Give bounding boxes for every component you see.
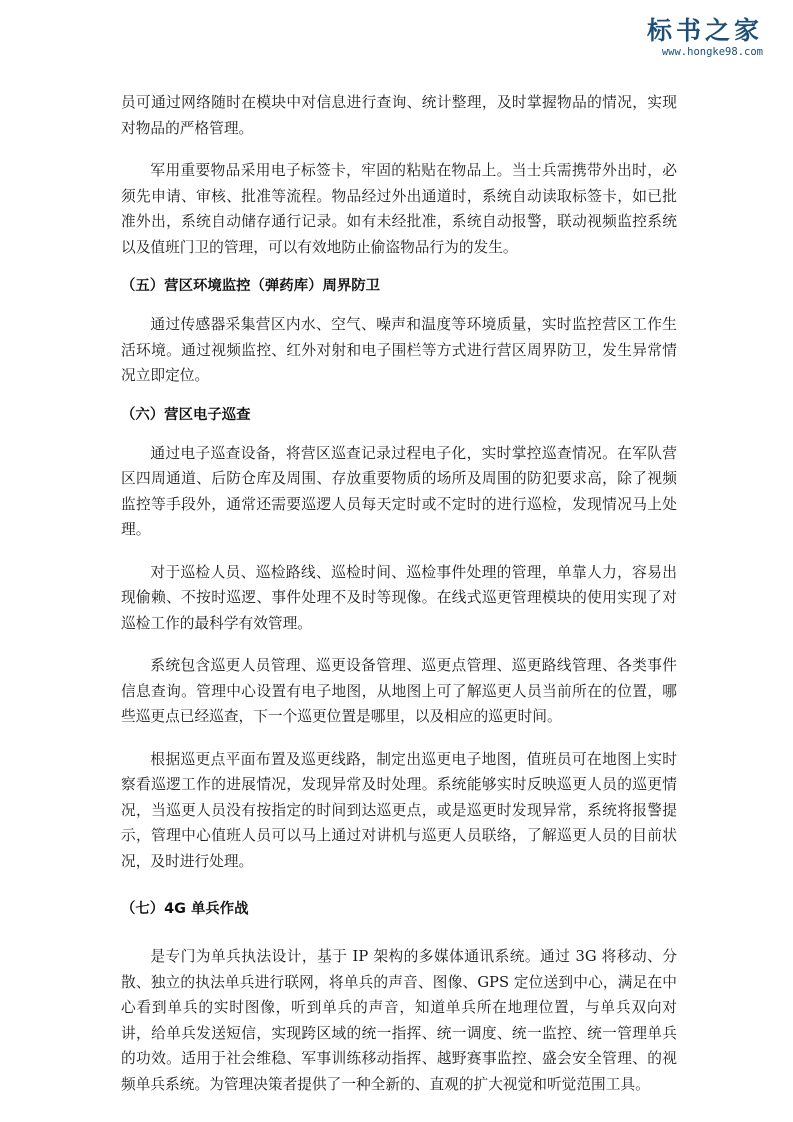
watermark (603, 16, 763, 58)
paragraph: 通过传感器采集营区内水、空气、噪声和温度等环境质量，实时监控营区工作生活环境。通过视频监控、红外对射和电子围栏等方式进行营区周界防卫，发生异常情况立即定位。 (121, 316, 677, 384)
paragraph: 对于巡检人员、巡检路线、巡检时间、巡检事件处理的管理，单靠人力，容易出现偷赖、不按时巡逻、事件处理不及时等现像。在线式巡更管理模块的使用实现了对巡检工作的最科学有效管理。 (121, 563, 677, 632)
paragraph: 系统包含巡更人员管理、巡更设备管理、巡更点管理、巡更路线管理、各类事件信息查询。管理中心设置有电子地图，从地图上可了解巡更人员当前所在的位置，哪些巡更点已经巡查，下一个巡更位置是哪里，以及相应的巡更时间。 (121, 657, 677, 725)
paragraph: 根据巡更点平面布置及巡更线路，制定出巡更电子地图，值班员可在地图上实时察看巡逻工作的进展情况，发现异常及时处理。系统能够实时反映巡更人员的巡更情况，当巡更人员没有按指定的时间到达巡更点，或是巡更时发现异常，系统将报警提示，管理中心值班人员可以马上通过对讲机与巡更人员联络，了解巡更人员的目前状况，及时进行处理。 (121, 750, 677, 870)
section-heading: （七）4G 单兵作战 (121, 901, 249, 917)
paragraph: 通过电子巡查设备，将营区巡查记录过程电子化，实时掌控巡查情况。在军队营区四周通道、后防仓库及周围、存放重要物质的场所及周围的防犯要求高，除了视频监控等手段外，通常还需要巡逻人员每天定时或不定时的进行巡检，发现情况马上处理。 (121, 444, 677, 538)
paragraph: 员可通过网络随时在模块中对信息进行查询、统计整理，及时掌握物品的情况，实现对物品的严格管理。 (121, 94, 677, 137)
watermark-logo: 标书之家 (646, 16, 763, 45)
section-heading: （六）营区电子巡查 (121, 406, 251, 423)
paragraph: 军用重要物品采用电子标签卡，牢固的粘贴在物品上。当士兵需携带外出时，必须先申请、审核、批准等流程。物品经过外出通道时，系统自动读取标签卡，如已批准外出，系统自动储存通行记录。如有未经批准，系统自动报警，联动视频监控系统以及值班门卫的管理，可以有效地防止偷盗物品行为的发生。 (121, 162, 677, 256)
paragraph: 是专门为单兵执法设计，基于 IP 架构的多媒体通讯系统。通过 3G 将移动、分散、独立的执法单兵进行联网，将单兵的声音、图像、GPS 定位送到中心，满足在中心看到单兵的实时图像，听到单兵的声音，知道单兵所在地理位置，与单兵双向对讲，给单兵发送短信，实现跨区域的统一指挥、统一调度、统一监控、统一管理单兵的功效。适用于社会维稳、军事训练移动指挥、越野赛事监控、盛会安全管理、的视频单兵系统。为管理决策者提供了一种全新的、直观的扩大视觉和听觉范围工具。 (121, 948, 677, 1093)
watermark-url: www.hongke98.com (661, 46, 763, 58)
section-heading: （五）营区环境监控（弹药库）周界防卫 (121, 278, 381, 294)
document-body (121, 90, 677, 1097)
